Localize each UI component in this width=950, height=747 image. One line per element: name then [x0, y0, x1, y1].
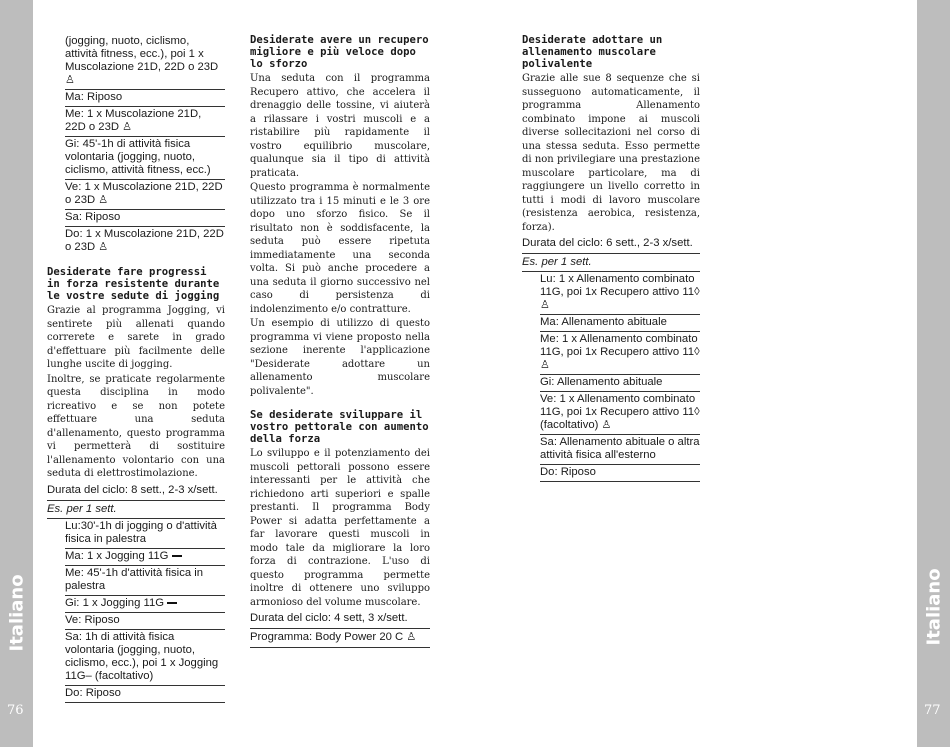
- paragraph: Lo sviluppo e il potenziamento dei muscoli pettorali possono essere interessanti per le attività che richiedono arti superiori e spalle prestanti. Il programma Body Power si adatta perfettamente a far lavorare questi muscoli in modo tale da migliorare la loro forza di contrazione. L'uso di questo programma permette inoltre di ottenere uno sviluppo armonioso del volume muscolare.: [250, 448, 430, 608]
- schedule-row: Ve: Riposo: [65, 613, 225, 630]
- language-label-left: Italiano: [6, 574, 28, 652]
- program-line: Programma: Body Power 20 C ♙: [250, 629, 430, 648]
- column-1: [47, 34, 225, 703]
- person-icon: ♙: [98, 241, 109, 253]
- paragraph: Inoltre, se praticate regolarmente questa disciplina in modo ricreativo e se non potete effettuare una seduta d'allenamento, questo programma vi permetterà di sostituire l'allenamento volontario con una seduta di elettrostimolazione.: [47, 373, 225, 479]
- schedule-row: Do: 1 x Muscolazione 21D, 22D o 23D ♙: [65, 228, 224, 253]
- schedule-row: Ve: 1 x Muscolazione 21D, 22D o 23D ♙: [65, 180, 225, 210]
- language-label-right: Italiano: [923, 568, 945, 646]
- schedule-row: Me: 1 x Allenamento combinato 11G, poi 1x Recupero attivo 11◊ ♙: [540, 332, 700, 375]
- schedule-row: Ve: 1 x Allenamento combinato 11G, poi 1x Recupero attivo 11◊ (facoltativo) ♙: [540, 392, 700, 435]
- schedule-row: Me: 1 x Muscolazione 21D, 22D o 23D ♙: [65, 107, 225, 137]
- schedule-row: Sa: 1h di attività fisica volontaria (jogging, nuoto, ciclismo, ecc.), poi 1 x Jogging 11G– (facoltativo): [65, 630, 225, 686]
- page-number-right: 77: [924, 703, 941, 718]
- schedule-row: Ma: 1 x Jogging 11G: [65, 549, 225, 566]
- schedule-row: (jogging, nuoto, ciclismo, attività fitness, ecc.), poi 1 x Muscolazione 21D, 22D o 23D ♙: [65, 34, 225, 90]
- paragraph: Grazie al programma Jogging, vi sentirete più allenati quando correrete e sarete in grado d'effettuare più facilmente delle lunghe uscite di jogging.: [47, 305, 225, 370]
- person-icon: ♙: [98, 194, 109, 206]
- person-icon: ♙: [540, 299, 550, 311]
- section-heading: Desiderate adottare un allenamento muscolare polivalente: [522, 34, 663, 70]
- schedule-row: Lu:30'-1h di jogging o d'attività fisica in palestra: [65, 519, 225, 549]
- schedule-row: Do: Riposo: [65, 686, 225, 703]
- person-icon: ♙: [601, 419, 612, 431]
- section-heading: Desiderate avere un recupero migliore e più veloce dopo lo sforzo: [250, 34, 429, 70]
- paragraph: Grazie alle sue 8 sequenze che si susseguono automaticamente, il programma Allenamento combinato impone ai muscoli diverse sollecitazioni nel corso di una stessa seduta. Esso permette di non privilegiare una prestazione muscolare particolare, ma di raggiungere un livello corretto in tutti i modi di lavoro muscolare (resistenza aerobica, resistenza, forza).: [522, 73, 700, 233]
- schedule-row: Me: 45'-1h d'attività fisica in palestra: [65, 566, 225, 596]
- paragraph: Un esempio di utilizzo di questo programma vi viene proposto nella sezione inerente l'applicazione "Desiderate adottare un allenamento muscolare polivalente".: [250, 318, 430, 397]
- schedule-row: Sa: Riposo: [65, 210, 225, 227]
- schedule-row: Gi: Allenamento abituale: [540, 375, 700, 392]
- schedule-row: Ma: Allenamento abituale: [540, 315, 700, 332]
- person-icon: ♙: [406, 631, 417, 643]
- section-heading: Desiderate fare progressi in forza resistente durante le vostre sedute di jogging: [47, 266, 220, 302]
- example-label: Es. per 1 sett.: [522, 254, 700, 272]
- schedule-row: Gi: 1 x Jogging 11G: [65, 596, 225, 613]
- person-icon: ♙: [540, 359, 550, 371]
- paragraph: Una seduta con il programma Recupero attivo, che accelera il drenaggio delle tossine, vi aiuterà a rilassare i vostri muscoli e a ristabilire più rapidamente il vostro equilibrio muscolare, qualunque sia il tipo di attività praticata.: [250, 73, 430, 179]
- cycle-duration: Durata del ciclo: 8 sett., 2-3 x/sett.: [47, 482, 225, 501]
- column-3: [522, 34, 700, 482]
- column-2: [250, 34, 430, 648]
- section-heading: Se desiderate sviluppare il vostro pettorale con aumento della forza: [250, 409, 429, 445]
- schedule-row: Ma: Riposo: [65, 90, 225, 107]
- cycle-duration: Durata del ciclo: 6 sett., 2-3 x/sett.: [522, 235, 700, 254]
- right-side-bar: [917, 0, 950, 747]
- schedule-row: Sa: Allenamento abituale o altra attività fisica all'esterno: [540, 435, 700, 465]
- left-side-bar: [0, 0, 33, 747]
- dash-icon: [167, 602, 177, 604]
- schedule-row: Do: Riposo: [540, 465, 700, 482]
- page-number-left: 76: [7, 703, 24, 718]
- example-label: Es. per 1 sett.: [47, 501, 225, 519]
- schedule-row: Gi: 45'-1h di attività fisica volontaria (jogging, nuoto, ciclismo, attività fitness, ecc.): [65, 137, 225, 180]
- cycle-duration: Durata del ciclo: 4 sett, 3 x/sett.: [250, 610, 430, 629]
- person-icon: ♙: [122, 121, 133, 133]
- dash-icon: [172, 555, 182, 557]
- person-icon: ♙: [65, 74, 75, 86]
- paragraph: Questo programma è normalmente utilizzato tra i 15 minuti e le 3 ore dopo uno sforzo fisico. Se il risultato non è soddisfacente, la seduta può essere ripetuta immediatamente una seconda volta. Si può anche procedere a una seduta il giorno successivo nel caso di persistenza di indolenzimento e/o contratture.: [250, 182, 430, 315]
- schedule-row: Lu: 1 x Allenamento combinato 11G, poi 1x Recupero attivo 11◊ ♙: [540, 272, 700, 315]
